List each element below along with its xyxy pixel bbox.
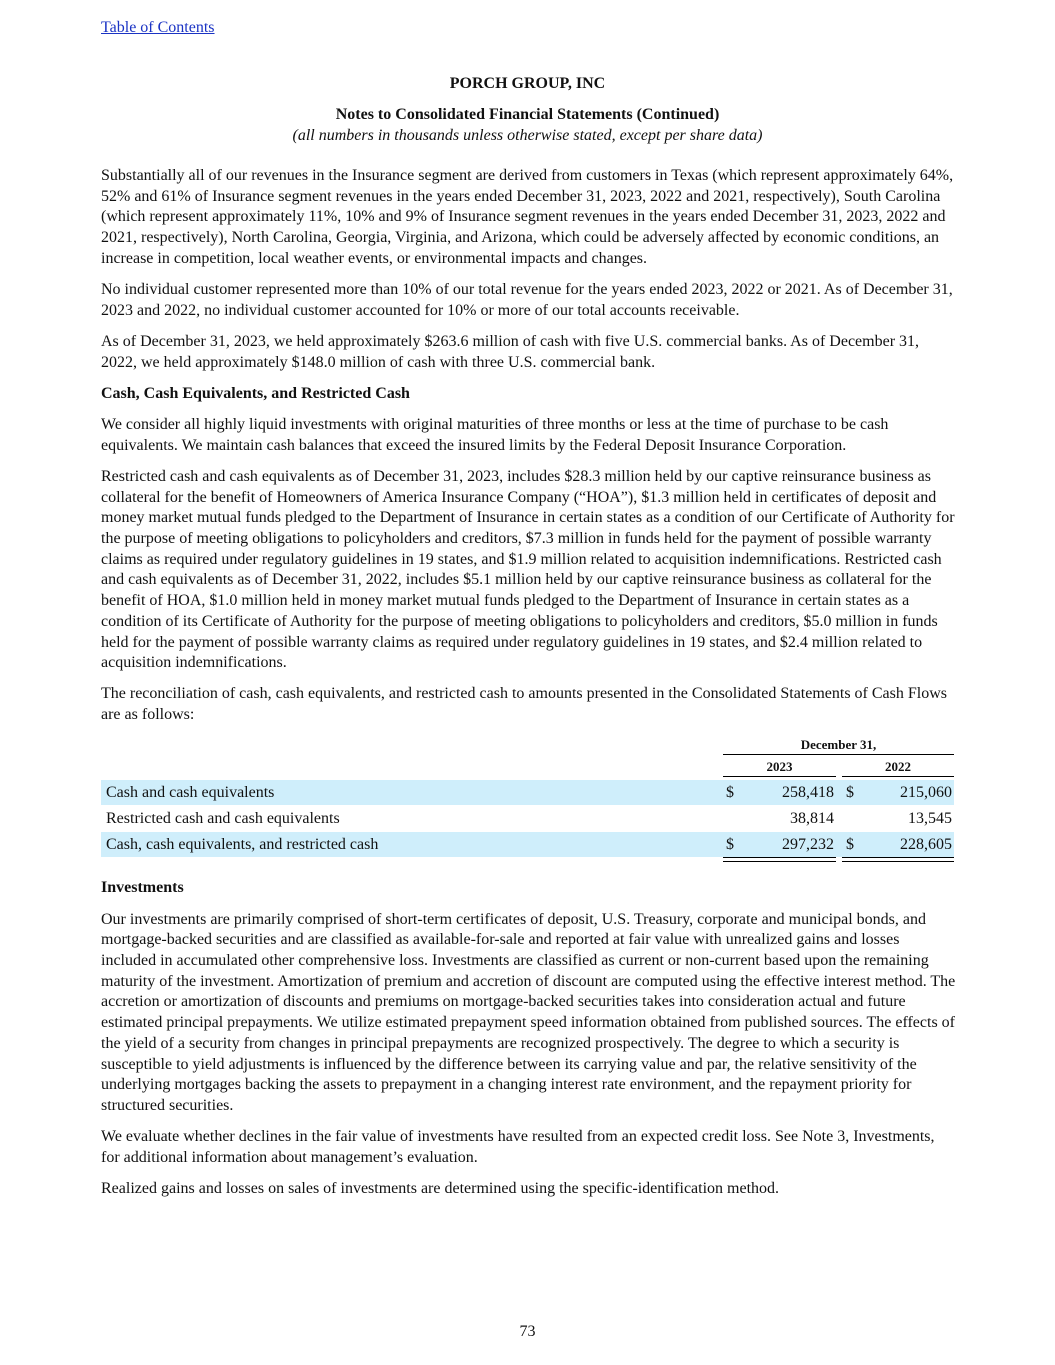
notes-title: Notes to Consolidated Financial Statements (Continued)	[335, 106, 720, 123]
table-header-period: December 31,	[723, 736, 954, 755]
table-of-contents-link[interactable]: Table of Contents	[101, 19, 215, 36]
paragraph-revenue-concentration: Substantially all of our revenues in the Insurance segment are derived from customers in Texas (which represent approximately 64%, 52% and 61% of Insurance segment revenues in the years ended December 31, 2023, 2022 and 2021, respectively), South Carolina (which represent approximately 11%, 10% and 9% of Insurance segment revenues in the years ended December 31, 2023, 2022 and 2021, respectively), North Carolina, Georgia, Virginia, and Arizona, which could be adversely affected by economic conditions, an increase in competition, local weather events, or environmental impacts and changes.	[101, 167, 954, 267]
total-double-rule	[842, 857, 954, 862]
dollar-sign: $	[846, 784, 854, 802]
company-name: PORCH GROUP, INC	[449, 75, 606, 92]
paragraph-investments-policy: Our investments are primarily comprised of short-term certificates of deposit, U.S. Treasury, corporate and municipal bonds, and mortgage-backed securities and are classified as available-for-sale and reported at fair value with unrealized gains and losses included in accumulated other comprehensive loss. Investments are classified as current or non-current based upon the remaining maturity of the investment. Amortization of premium and accretion of discount are computed using the effective interest method. The accretion or amortization of discounts and premiums on mortgage-backed securities takes into consideration actual and future estimated principal prepayments. We utilize estimated prepayment speed information obtained from published sources. The effects of the yield of a security from changes in principal prepayments are recognized prospectively. The degree to which a security is susceptible to yield adjustments is influenced by the difference between its carrying value and par, the relative sensitivity of the underlying mortgages backing the assets to prepayment in a changing interest rate environment, and the repayment priority for structured securities.	[101, 910, 956, 1114]
row-label: Restricted cash and cash equivalents	[106, 810, 340, 828]
section-heading-investments: Investments	[101, 879, 184, 897]
paragraph-realized-gains: Realized gains and losses on sales of investments are determined using the specific-identification method.	[101, 1180, 780, 1198]
table-row	[101, 780, 954, 805]
value-2022: 13,545	[908, 810, 952, 828]
table-header-year-2023: 2023	[723, 758, 836, 777]
notes-subtitle: (all numbers in thousands unless otherwise stated, except per share data)	[292, 127, 763, 144]
row-label: Cash and cash equivalents	[106, 784, 275, 802]
dollar-sign: $	[846, 836, 854, 854]
paragraph-bank-holdings: As of December 31, 2023, we held approximately $263.6 million of cash with five U.S. commercial banks. As of December 31, 2022, we held approximately $148.0 million of cash with three U.S. commercial bank.	[101, 332, 920, 371]
value-2022: 215,060	[900, 784, 952, 802]
value-2023: 297,232	[782, 836, 834, 854]
value-2022: 228,605	[900, 836, 952, 854]
table-header-year-2022: 2022	[842, 758, 954, 777]
paragraph-restricted-cash: Restricted cash and cash equivalents as of December 31, 2023, includes $28.3 million held by our captive reinsurance business as collateral for the benefit of Homeowners of America Insurance Company (“HOA”), $1.3 million held in certificates of deposit and money market mutual funds pledged to the Department of Insurance in certain states as a condition of our Certificate of Authority for the purpose of meeting obligations to policyholders and creditors, $7.3 million in funds held for the payment of possible warranty claims as required under regulatory guidelines in 19 states, and $1.9 million related to acquisition indemnifications. Restricted cash and cash equivalents as of December 31, 2022, includes $5.1 million held by our captive reinsurance business as collateral for the benefit of HOA, $1.0 million held in money market mutual funds pledged to the Department of Insurance in certain states as a condition of its Certificate of Authority for the purpose of meeting obligations to policyholders and creditors, $5.0 million in funds held for the payment of possible warranty claims as required under regulatory guidelines in 19 states, and $2.4 million related to acquisition indemnifications.	[101, 467, 955, 672]
page-number: 73	[519, 1323, 536, 1340]
total-double-rule	[723, 857, 836, 862]
document-body	[101, 166, 957, 1210]
cash-reconciliation-table	[101, 736, 954, 878]
paragraph-credit-loss: We evaluate whether declines in the fair value of investments have resulted from an expected credit loss. See Note 3, Investments, for additional information about management’s evaluation.	[101, 1128, 935, 1166]
value-2023: 38,814	[790, 810, 834, 828]
section-heading-cash: Cash, Cash Equivalents, and Restricted Cash	[101, 384, 410, 402]
value-2023: 258,418	[782, 784, 834, 802]
paragraph-customer-concentration: No individual customer represented more than 10% of our total revenue for the years ended 2023, 2022 or 2021. As of December 31, 2023 and 2022, no individual customer accounted for 10% or more of our total accounts receivable.	[101, 281, 953, 319]
dollar-sign: $	[726, 836, 734, 854]
paragraph-cash-equivalents: We consider all highly liquid investments with original maturities of three months or less at the time of purchase to be cash equivalents. We maintain cash balances that exceed the insured limits by the Federal Deposit Insurance Corporation.	[101, 416, 889, 454]
row-label: Cash, cash equivalents, and restricted cash	[106, 836, 379, 854]
table-row	[101, 806, 954, 831]
table-row	[101, 832, 954, 857]
paragraph-reconciliation-intro: The reconciliation of cash, cash equivalents, and restricted cash to amounts presented in the Consolidated Statements of Cash Flows are as follows:	[101, 685, 948, 724]
dollar-sign: $	[726, 784, 734, 802]
